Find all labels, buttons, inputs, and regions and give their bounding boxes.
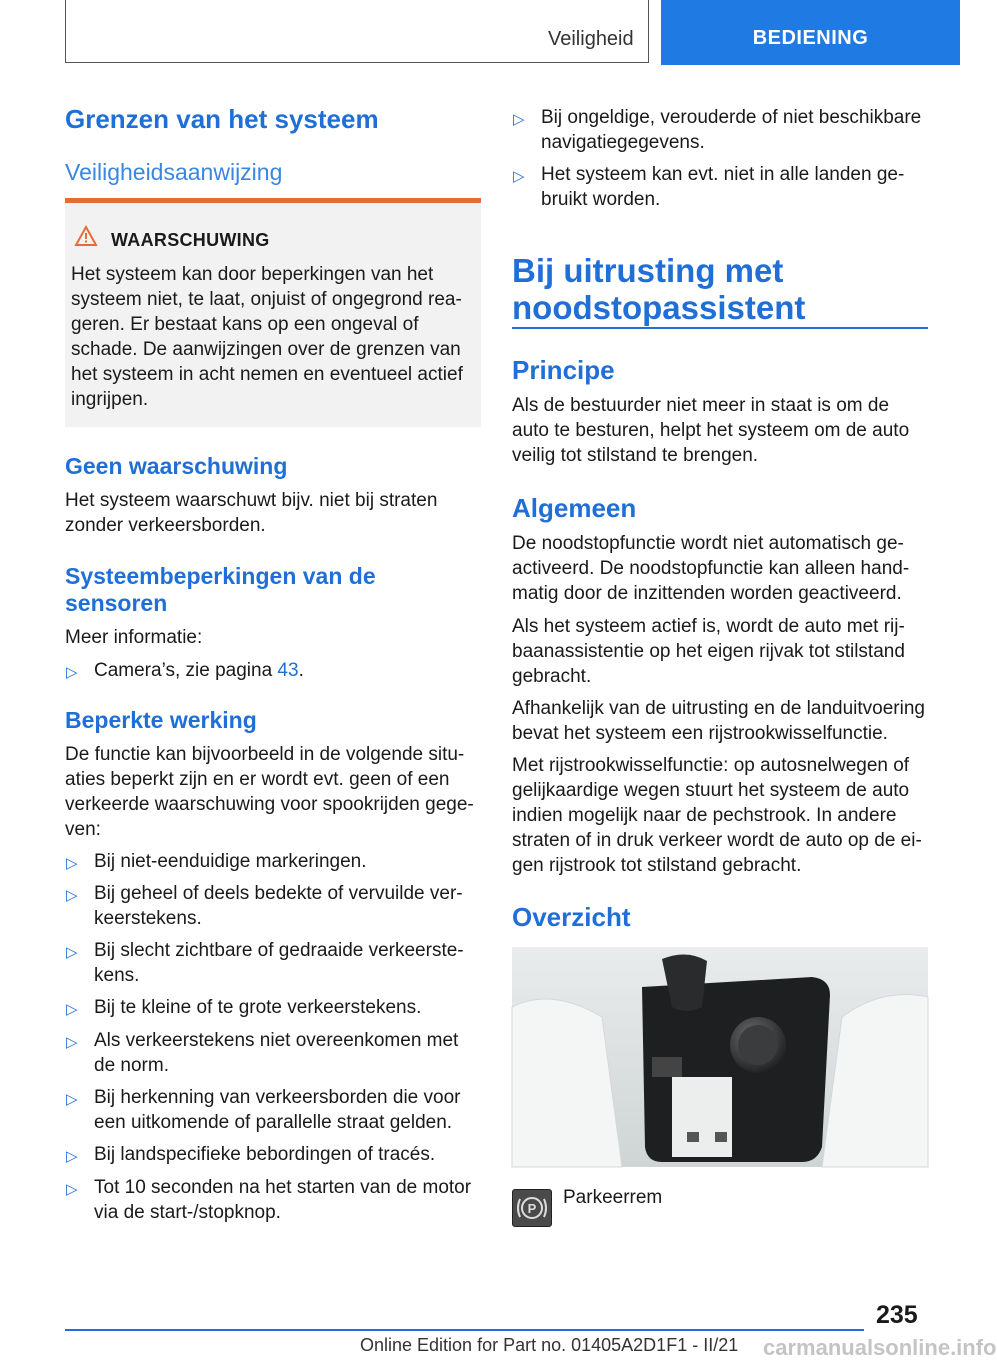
- paragraph-line: ven:: [65, 819, 101, 840]
- list-item: Bij landspecifieke bebordingen of tracés.: [94, 1144, 436, 1165]
- paragraph-line: Als het systeem actief is, wordt de auto met rij-: [512, 616, 905, 637]
- heading-overview: Overzicht: [512, 902, 631, 932]
- paragraph-line: matig door de inzittenden worden geactiveerd.: [512, 583, 902, 604]
- chapter-heading-cont: noodstopassistent: [512, 289, 806, 326]
- bullet-triangle-icon: ▷: [66, 1181, 78, 1198]
- heading-no-warning: Geen waarschuwing: [65, 453, 288, 479]
- list-item: Bij herkenning van verkeersborden die voor: [94, 1087, 461, 1108]
- list-item: Tot 10 seconden na het starten van de motor: [94, 1177, 472, 1198]
- list-item-cont: een uitkomende of parallelle straat gelden.: [94, 1112, 453, 1133]
- watermark: carmanualsonline.info: [763, 1335, 997, 1360]
- heading-principle: Principe: [512, 355, 615, 385]
- paragraph-line: Het systeem waarschuwt bijv. niet bij straten: [65, 490, 438, 511]
- heading-rule: [512, 327, 928, 329]
- paragraph-line: aties beperkt zijn en er wordt evt. geen of een: [65, 769, 450, 790]
- paragraph-line: De noodstopfunctie wordt niet automatisch ge-: [512, 533, 904, 554]
- bullet-triangle-icon: ▷: [66, 1034, 78, 1051]
- bullet-triangle-icon: ▷: [66, 664, 78, 681]
- paragraph-line: straten of in druk verkeer wordt de auto op de ei-: [512, 830, 922, 851]
- warning-line: systeem niet, te laat, onjuist of ongegrond rea-: [71, 289, 462, 310]
- bullet-triangle-icon: ▷: [66, 1091, 78, 1108]
- paragraph-line: gebracht.: [512, 666, 592, 687]
- paragraph-line: gelijkaardige wegen stuurt het systeem de auto: [512, 780, 910, 801]
- chapter-heading: Bij uitrusting met: [512, 252, 784, 289]
- page-link[interactable]: 43: [277, 660, 299, 681]
- warning-triangle-icon: [74, 225, 98, 247]
- list-item-cont: bruikt worden.: [541, 189, 661, 210]
- bullet-triangle-icon: ▷: [513, 168, 525, 185]
- more-info-label: Meer informatie:: [65, 627, 203, 648]
- warning-title: WAARSCHUWING: [111, 230, 270, 250]
- paragraph-line: zonder verkeersborden.: [65, 515, 266, 536]
- page-number: 235: [876, 1301, 918, 1329]
- list-item-cont: navigatiegegevens.: [541, 132, 705, 153]
- list-item-cont: kens.: [94, 965, 140, 986]
- list-item-cont: de norm.: [94, 1055, 169, 1076]
- paragraph-line: Afhankelijk van de uitrusting en de landuitvoering: [512, 698, 925, 719]
- paragraph-line: baanassistentie op het eigen rijvak tot stilstand: [512, 641, 905, 662]
- list-item-cont: keerstekens.: [94, 908, 202, 929]
- heading-sensor-limits-cont: sensoren: [65, 590, 168, 616]
- header-section-title: Veiligheid: [548, 28, 634, 50]
- paragraph-line: bevat het systeem een rijstrookwisselfunctie.: [512, 723, 888, 744]
- bullet-triangle-icon: ▷: [513, 111, 525, 128]
- warning-line: Het systeem kan door beperkingen van het: [71, 264, 434, 285]
- svg-text:P: P: [527, 1201, 537, 1216]
- heading-sensor-limits: Systeembeperkingen van de: [65, 563, 376, 589]
- list-item: Bij ongeldige, verouderde of niet beschikbare: [541, 107, 922, 128]
- center-console-photo: [512, 947, 928, 1167]
- warning-line: het systeem in acht nemen en eventueel actief: [71, 364, 463, 385]
- list-item: Bij niet-eenduidige markeringen.: [94, 851, 367, 872]
- footer-edition: Online Edition for Part no. 01405A2D1F1 - II/21: [360, 1335, 739, 1355]
- paragraph-line: Met rijstrookwisselfunctie: op autosnelwegen of: [512, 755, 910, 776]
- paragraph-line: veilig tot stilstand te brengen.: [512, 445, 759, 466]
- list-item-cont: via de start-/stopknop.: [94, 1202, 281, 1223]
- heading-limits: Grenzen van het systeem: [65, 104, 379, 134]
- paragraph-line: gen rijstrook tot stilstand gebracht.: [512, 855, 802, 876]
- list-item: Als verkeerstekens niet overeenkomen met: [94, 1030, 459, 1051]
- paragraph-line: auto te besturen, helpt het systeem om de auto: [512, 420, 910, 441]
- camera-reference: Camera’s, zie pagina 43.: [94, 660, 304, 681]
- bullet-triangle-icon: ▷: [66, 1001, 78, 1018]
- bullet-triangle-icon: ▷: [66, 887, 78, 904]
- warning-line: ingrijpen.: [71, 389, 149, 410]
- warning-line: schade. De aanwijzingen over de grenzen van: [71, 339, 461, 360]
- warning-line: geren. Er bestaat kans op een ongeval of: [71, 314, 419, 335]
- parking-brake-icon: [512, 1189, 552, 1227]
- warning-box: [65, 198, 481, 427]
- parking-brake-label: Parkeerrem: [563, 1187, 663, 1208]
- list-item: Bij slecht zichtbare of gedraaide verkeerste-: [94, 940, 464, 961]
- bullet-triangle-icon: ▷: [66, 944, 78, 961]
- list-item: Bij geheel of deels bedekte of vervuilde ver-: [94, 883, 463, 904]
- list-item: Bij te kleine of te grote verkeerstekens.: [94, 997, 422, 1018]
- paragraph-line: Als de bestuurder niet meer in staat is om de: [512, 395, 890, 416]
- header-chapter-tab[interactable]: BEDIENING: [661, 0, 960, 65]
- paragraph-line: De functie kan bijvoorbeeld in de volgende situ-: [65, 744, 465, 765]
- paragraph-line: verkeerde waarschuwing voor spookrijden gege-: [65, 794, 474, 815]
- heading-general: Algemeen: [512, 493, 637, 523]
- footer-rule: [65, 1329, 864, 1331]
- paragraph-line: activeerd. De noodstopfunctie kan alleen hand-: [512, 558, 910, 579]
- list-item: Het systeem kan evt. niet in alle landen ge-: [541, 164, 905, 185]
- paragraph-line: indien mogelijk naar de pechstrook. In andere: [512, 805, 897, 826]
- heading-safety: Veiligheidsaanwijzing: [65, 159, 283, 185]
- bullet-triangle-icon: ▷: [66, 855, 78, 872]
- bullet-triangle-icon: ▷: [66, 1148, 78, 1165]
- heading-limited-function: Beperkte werking: [65, 707, 257, 733]
